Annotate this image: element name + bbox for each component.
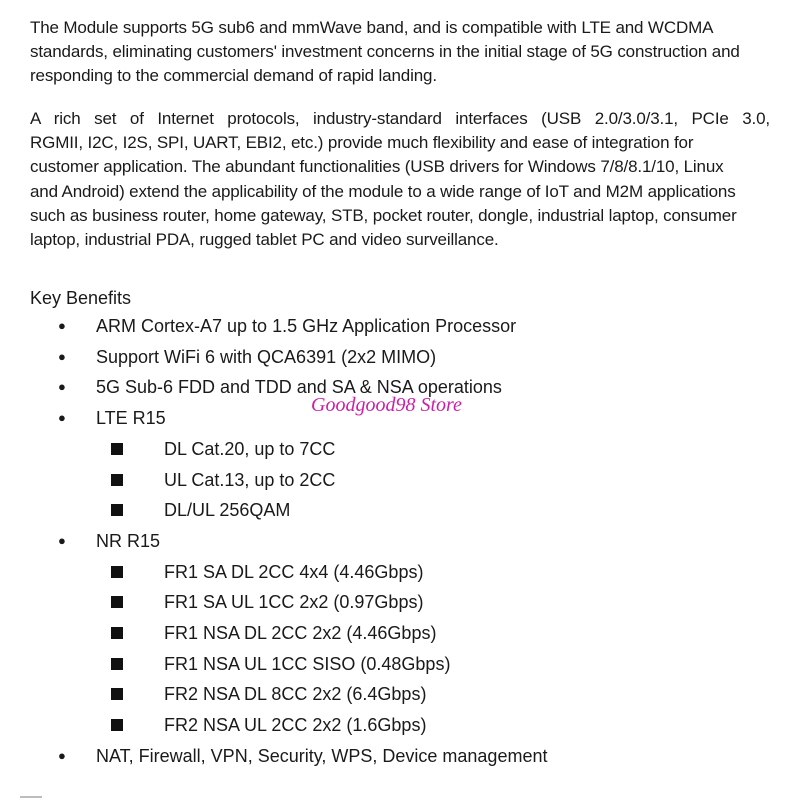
- square-bullet-icon: [111, 627, 123, 639]
- benefit-subitem-text: DL Cat.20, up to 7CC: [164, 438, 336, 459]
- benefit-item: [0, 344, 800, 370]
- benefit-subitem: [0, 712, 800, 738]
- bullet-dot-icon: ●: [58, 747, 66, 763]
- bullet-dot-icon: ●: [58, 410, 66, 426]
- benefit-text: NR R15: [96, 530, 161, 551]
- page-edge-divider: [20, 796, 42, 798]
- square-bullet-icon: [111, 474, 123, 486]
- benefit-text: 5G Sub-6 FDD and TDD and SA & NSA operations: [96, 377, 502, 398]
- benefit-subitem: [0, 467, 800, 493]
- bullet-dot-icon: ●: [58, 318, 66, 333]
- intro-paragraph: [30, 16, 770, 89]
- benefit-subitem: [0, 559, 800, 585]
- benefit-subitem: [0, 589, 800, 615]
- benefit-subitem-text: FR1 SA UL 1CC 2x2 (0.97Gbps): [164, 592, 424, 613]
- bullet-dot-icon: ●: [58, 379, 66, 395]
- benefit-text: NAT, Firewall, VPN, Security, WPS, Device management: [96, 745, 548, 766]
- benefit-subitem-text: DL/UL 256QAM: [164, 500, 291, 521]
- benefit-item: [0, 313, 800, 339]
- benefit-subitem-text: UL Cat.13, up to 2CC: [164, 469, 336, 490]
- square-bullet-icon: [111, 658, 123, 670]
- benefit-subitem: [0, 497, 800, 523]
- square-bullet-icon: [111, 566, 123, 578]
- square-bullet-icon: [111, 596, 123, 608]
- intro-line-1: The Module supports 5G sub6 and mmWave band, and is compatible with LTE and WCDMA: [30, 18, 714, 37]
- bullet-dot-icon: ●: [58, 348, 66, 364]
- intro-line-3: responding to the commercial demand of rapid landing.: [30, 66, 437, 86]
- features-line-6: laptop, industrial PDA, rugged tablet PC and video surveillance.: [30, 230, 499, 250]
- benefit-subitem: [0, 651, 800, 677]
- benefit-subitem-text: FR1 SA DL 2CC 4x4 (4.46Gbps): [164, 561, 424, 582]
- benefit-item: [0, 743, 800, 769]
- benefit-subitem-text: FR2 NSA UL 2CC 2x2 (1.6Gbps): [164, 715, 427, 736]
- features-paragraph: [30, 107, 770, 252]
- key-benefits-heading: Key Benefits: [30, 288, 132, 308]
- square-bullet-icon: [111, 688, 123, 700]
- store-watermark: Goodgood98 Store: [311, 394, 462, 416]
- benefit-subitem-text: FR1 NSA DL 2CC 2x2 (4.46Gbps): [164, 623, 437, 643]
- features-line-1: A rich set of Internet protocols, industry-standard interfaces (USB 2.0/3.0/3.1, PCIe 3.0,: [30, 109, 770, 128]
- features-line-4: and Android) extend the applicability of the module to a wide range of IoT and M2M applications: [30, 181, 736, 201]
- benefit-subitem-text: FR2 NSA DL 8CC 2x2 (6.4Gbps): [164, 684, 427, 705]
- benefit-subitem: [0, 436, 800, 462]
- square-bullet-icon: [111, 443, 123, 455]
- benefit-text: ARM Cortex-A7 up to 1.5 GHz Application Processor: [96, 316, 517, 336]
- square-bullet-icon: [111, 719, 123, 731]
- intro-line-2: standards, eliminating customers' investment concerns in the initial stage of 5G construction and: [30, 42, 740, 62]
- features-line-3: customer application. The abundant functionalities (USB drivers for Windows 7/8/8.1/10, Linux: [30, 157, 724, 177]
- features-line-2: RGMII, I2C, I2S, SPI, UART, EBI2, etc.) provide much flexibility and ease of integration for: [30, 133, 694, 153]
- benefit-subitem: [0, 681, 800, 707]
- features-line-5: such as business router, home gateway, STB, pocket router, dongle, industrial laptop, consumer: [30, 205, 737, 225]
- bullet-dot-icon: ●: [58, 532, 66, 548]
- square-bullet-icon: [111, 504, 123, 516]
- benefit-subitem: [0, 620, 800, 646]
- benefit-text: Support WiFi 6 with QCA6391 (2x2 MIMO): [96, 346, 437, 367]
- benefit-text: LTE R15: [96, 408, 166, 429]
- benefit-subitem-text: FR1 NSA UL 1CC SISO (0.48Gbps): [164, 653, 451, 674]
- benefit-item: [0, 528, 800, 554]
